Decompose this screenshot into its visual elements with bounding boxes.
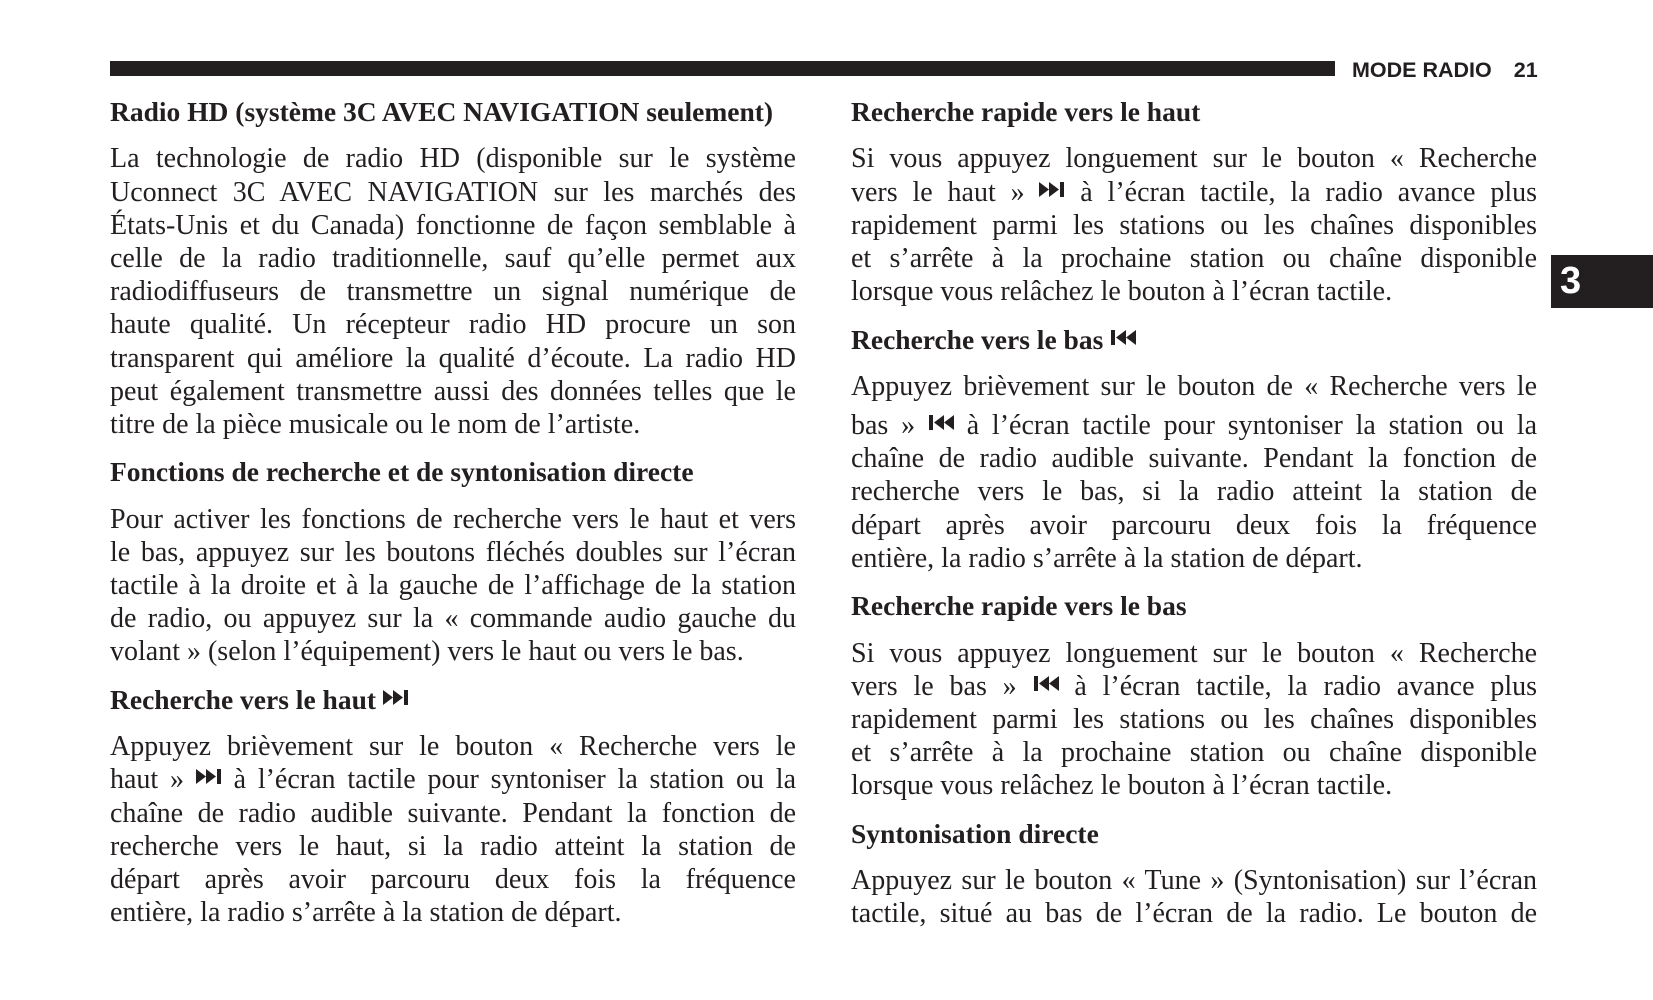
text-line: haute qualité. Un récepteur radio HD procure un son <box>110 309 796 341</box>
paragraph-seek-up <box>110 730 796 929</box>
text-line <box>851 670 1537 703</box>
text-line: transparent qui améliore la qualité d’écoute. La radio HD <box>110 342 796 374</box>
right-column <box>851 95 1537 945</box>
text-line: départ après avoir parcouru deux fois la fréquence <box>851 509 1537 541</box>
text-line: Pour activer les fonctions de recherche vers le haut et vers <box>110 503 796 535</box>
heading-fast-seek-down: Recherche rapide vers le bas <box>851 590 1187 622</box>
text-line: titre de la pièce musicale ou le nom de l’artiste. <box>110 408 641 440</box>
paragraph-fast-seek-down <box>851 637 1537 803</box>
text-line: États-Unis et du Canada) fonctionne de façon semblable à <box>110 209 796 241</box>
paragraph-seek-down <box>851 370 1537 575</box>
heading-seek-up-label: Recherche vers le haut <box>110 683 377 715</box>
skip-back-icon <box>928 415 954 430</box>
header-rule <box>110 61 1335 76</box>
text-segment: à l’écran tactile, la radio avance plus <box>1080 176 1537 208</box>
text-line: lorsque vous relâchez le bouton à l’écran tactile. <box>851 276 1393 308</box>
text-line: tactile à la droite et à la gauche de l’affichage de la station <box>110 570 796 601</box>
text-line <box>851 176 1537 209</box>
text-line: volant » (selon l’équipement) vers le haut ou vers le bas. <box>110 636 744 668</box>
text-line: de radio, ou appuyez sur la « commande audio gauche du <box>110 603 796 635</box>
text-line: Si vous appuyez longuement sur le bouton « Recherche <box>851 637 1537 669</box>
skip-forward-icon <box>196 769 222 784</box>
paragraph-search-functions <box>110 503 796 669</box>
text-line: peut également transmettre aussi des données telles que le <box>110 375 796 407</box>
text-line: chaîne de radio audible suivante. Pendant la fonction de <box>851 443 1537 475</box>
heading-seek-down <box>851 323 1537 356</box>
text-line: Appuyez brièvement sur le bouton « Recherche vers le <box>110 731 796 763</box>
text-line: radiodiffuseurs de transmettre un signal numérique de <box>110 276 796 308</box>
skip-forward-icon <box>383 690 409 705</box>
heading-seek-down-label: Recherche vers le bas <box>851 323 1104 355</box>
heading-search-functions: Fonctions de recherche et de syntonisation directe <box>110 456 694 488</box>
text-line: chaîne de radio audible suivante. Pendant la fonction de <box>110 797 796 829</box>
paragraph-hd-radio <box>110 142 796 441</box>
text-line: entière, la radio s’arrête à la station de départ. <box>851 542 1363 574</box>
text-line: rapidement parmi les stations ou les chaînes disponibles <box>851 703 1537 735</box>
skip-back-icon <box>1033 676 1059 691</box>
text-line: La technologie de radio HD (disponible sur le système <box>110 143 796 175</box>
text-line: recherche vers le bas, si la radio atteint la station de <box>851 476 1537 508</box>
page-number: 21 <box>1513 58 1538 82</box>
text-line: entière, la radio s’arrête à la station de départ. <box>110 897 622 929</box>
text-segment: à l’écran tactile, la radio avance plus <box>1074 670 1538 702</box>
text-line: recherche vers le haut, si la radio atteint la station de <box>110 830 796 862</box>
left-column <box>110 95 796 943</box>
text-line: tactile, situé au bas de l’écran de la radio. Le bouton de <box>851 898 1537 930</box>
heading-direct-tune: Syntonisation directe <box>851 817 1099 849</box>
text-line: Appuyez sur le bouton « Tune » (Syntonisation) sur l’écran <box>851 865 1537 897</box>
text-segment: à l’écran tactile pour syntoniser la station ou la <box>233 764 797 796</box>
heading-fast-seek-up: Recherche rapide vers le haut <box>851 96 1201 127</box>
paragraph-direct-tune <box>851 864 1537 930</box>
text-line: rapidement parmi les stations ou les chaînes disponibles <box>851 209 1537 241</box>
text-line: Appuyez brièvement sur le bouton de « Recherche vers le <box>851 370 1537 402</box>
text-segment: vers le bas » <box>851 670 1017 702</box>
text-segment: vers le haut » <box>851 176 1025 208</box>
text-line <box>110 763 796 796</box>
text-line: Si vous appuyez longuement sur le bouton « Recherche <box>851 143 1537 175</box>
text-line <box>851 403 1537 442</box>
section-title: MODE RADIO <box>1352 58 1492 82</box>
text-line: lorsque vous relâchez le bouton à l’écran tactile. <box>851 770 1393 802</box>
text-line: départ après avoir parcouru deux fois la fréquence <box>110 863 796 895</box>
chapter-tab <box>1551 255 1653 308</box>
heading-seek-up <box>110 683 796 716</box>
text-segment: bas » <box>851 410 916 442</box>
text-segment: à l’écran tactile pour syntoniser la station ou la <box>966 410 1538 442</box>
text-line: le bas, appuyez sur les boutons fléchés doubles sur l’écran <box>110 536 796 568</box>
text-line: et s’arrête à la prochaine station ou chaîne disponible <box>851 737 1537 769</box>
text-line: Uconnect 3C AVEC NAVIGATION sur les marchés des <box>110 176 796 208</box>
text-segment: haut » <box>110 764 185 796</box>
paragraph-fast-seek-up <box>851 142 1537 308</box>
text-line: et s’arrête à la prochaine station ou chaîne disponible <box>851 242 1537 274</box>
text-line: celle de la radio traditionnelle, sauf qu’elle permet aux <box>110 242 796 274</box>
skip-forward-icon <box>1039 182 1065 197</box>
skip-back-icon <box>1110 330 1136 345</box>
heading-hd-radio: Radio HD (système 3C AVEC NAVIGATION seulement) <box>110 96 774 127</box>
chapter-number: 3 <box>1560 260 1582 302</box>
running-header <box>1352 56 1538 84</box>
